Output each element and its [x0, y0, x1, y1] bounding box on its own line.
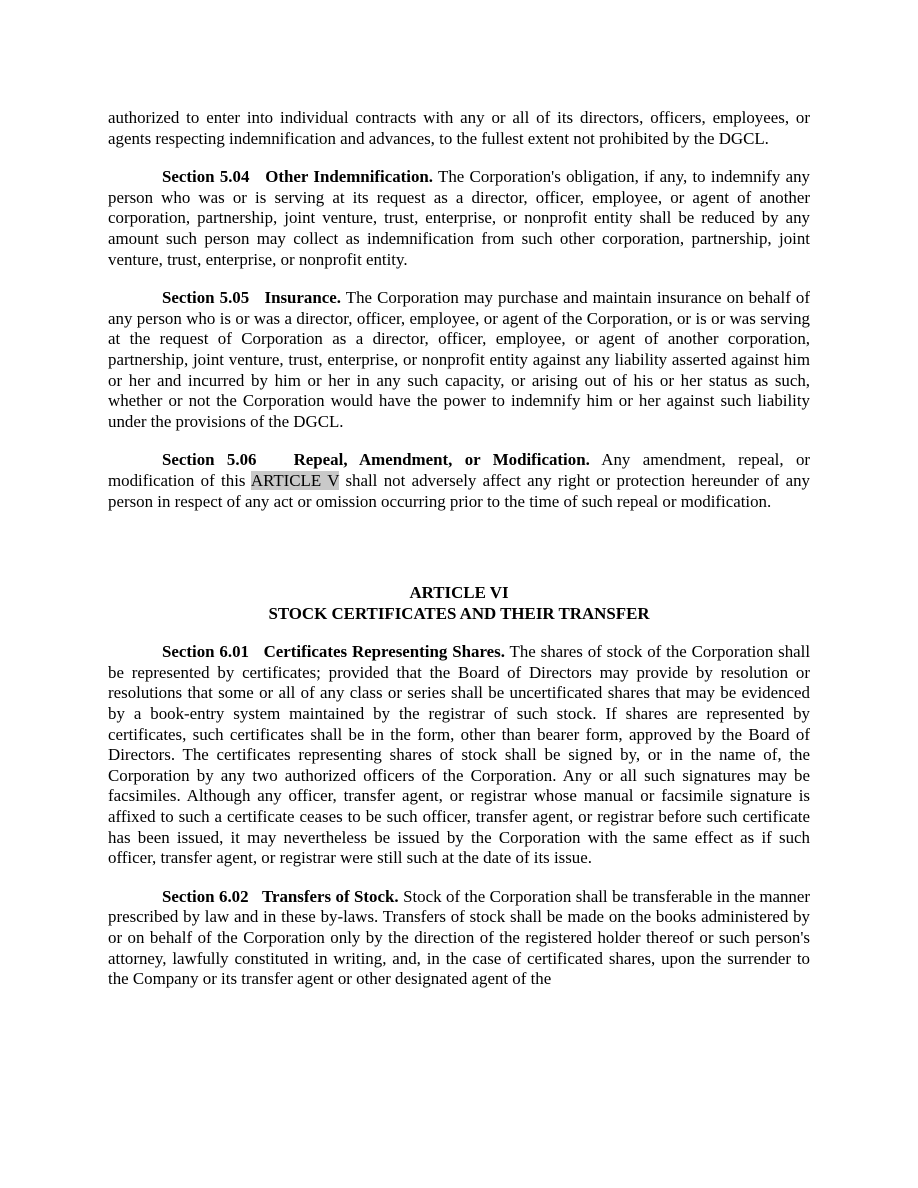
- section-title: Repeal, Amendment, or Modification.: [293, 450, 590, 470]
- section-title: Transfers of Stock.: [261, 886, 399, 906]
- document-page: [108, 108, 810, 1008]
- paragraph-continuation: [108, 108, 810, 149]
- section-5-06: [108, 450, 810, 512]
- section-5-04: [108, 167, 810, 270]
- section-number: Section 6.02: [162, 886, 249, 906]
- section-number: Section 5.05: [162, 288, 250, 308]
- section-number: Section 5.06: [162, 450, 257, 470]
- section-body-before: Any amendment, repeal, or modification of this: [108, 450, 811, 490]
- article-heading-block: [108, 583, 810, 624]
- highlighted-reference: ARTICLE V: [250, 470, 340, 490]
- paragraph-text: authorized to enter into individual contracts with any or all of its directors, officers, employees, or agents respecting indemnification and advances, to the fullest extent not prohibited by the DGCL.: [108, 108, 810, 148]
- section-body: Stock of the Corporation shall be transferable in the manner prescribed by law and in these by-laws. Transfers of stock shall be made on the books administered by or on behalf of the Corporation only by the direction of the registered holder thereof or such person's attorney, lawfully constituted in writing, and, in the case of certificated shares, upon the surrender to the Company or its transfer agent or other designated agent of the: [108, 886, 810, 989]
- section-title: Other Indemnification.: [265, 167, 434, 187]
- article-title: STOCK CERTIFICATES AND THEIR TRANSFER: [268, 603, 650, 623]
- section-body: The shares of stock of the Corporation shall be represented by certificates; provided that the Board of Directors may provide by resolution or resolutions that some or all of any class or series shall be uncertificated shares that may be evidenced by a book-entry system maintained by the registrar of such stock. If shares are represented by certificates, such certificates shall be in the form, other than bearer form, approved by the Board of Directors. The certificates representing shares of stock shall be signed by, or in the name of, the Corporation by any two authorized officers of the Corporation. Any or all such signatures may be facsimiles. Although any officer, transfer agent, or registrar whose manual or facsimile signature is affixed to such a certificate ceases to be such officer, transfer agent, or registrar before such certificate has been issued, it may nevertheless be issued by the Corporation with the same effect as if such officer, transfer agent, or registrar were still such at the date of its issue.: [108, 642, 811, 868]
- section-body: The Corporation may purchase and maintain insurance on behalf of any person who is or was a director, officer, employee, or agent of the Corporation, or is or was serving at the request of Corporation as a director, officer, employee, or agent of another corporation, partnership, joint venture, trust, enterprise, or nonprofit entity against any liability asserted against him or her and incurred by him or her in any such capacity, or arising out of his or her status as such, whether or not the Corporation would have the power to indemnify him or her against such liability under the provisions of the DGCL.: [108, 288, 811, 431]
- section-title: Insurance.: [264, 288, 341, 308]
- section-number: Section 6.01: [162, 642, 249, 662]
- section-6-01: [108, 642, 810, 869]
- section-title: Certificates Representing Shares.: [263, 642, 505, 662]
- section-5-05: [108, 288, 810, 432]
- section-6-02: [108, 887, 810, 990]
- article-number: ARTICLE VI: [409, 583, 509, 603]
- section-body: The Corporation's obligation, if any, to indemnify any person who was or is serving at its request as a director, officer, employee, or agent of another corporation, partnership, joint venture, trust, enterprise, or nonprofit entity shall be reduced by any amount such person may collect as indemnification from such other corporation, partnership, joint venture, trust, enterprise, or nonprofit entity.: [108, 167, 810, 269]
- section-body-after: shall not adversely affect any right or protection hereunder of any person in respect of any act or omission occurring prior to the time of such repeal or modification.: [108, 470, 810, 511]
- section-number: Section 5.04: [162, 167, 250, 187]
